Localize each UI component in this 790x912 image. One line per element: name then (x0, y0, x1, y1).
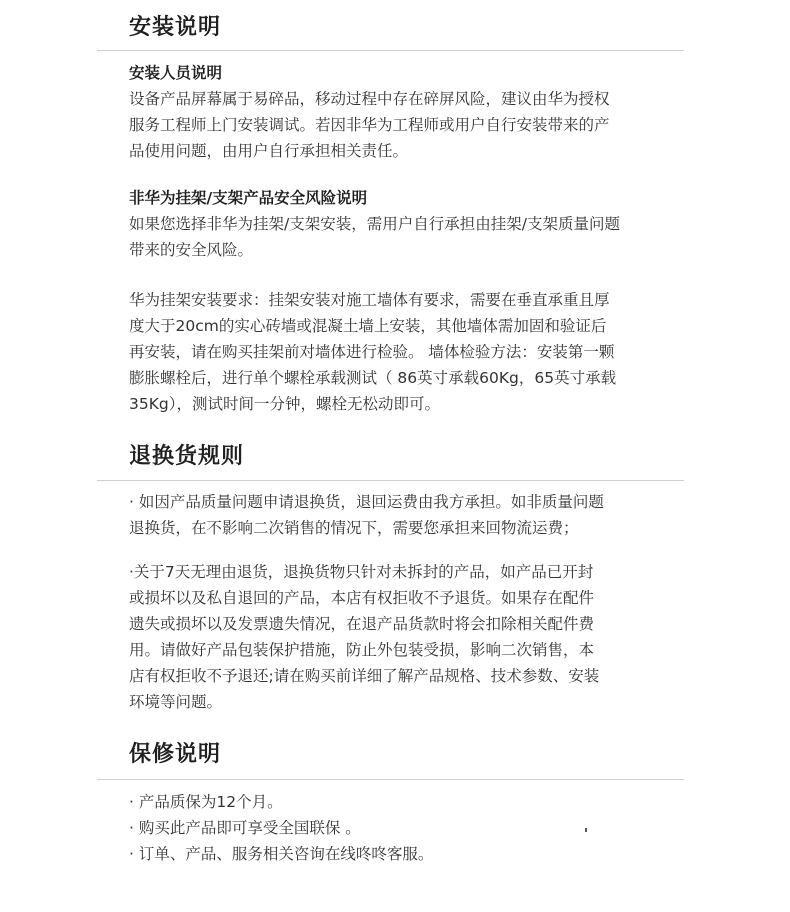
returns-paragraph-seven-day (129, 559, 674, 715)
warranty-item: · 购买此产品即可享受全国联保 。 (129, 819, 361, 837)
mount-requirements-line: 华为挂架安装要求：挂架安装对施工墙体有要求，需要在垂直承重且厚 (129, 291, 610, 309)
returns-line: ·关于7天无理由退货，退换货物只针对未拆封的产品，如产品已开封 (129, 563, 594, 581)
returns-paragraph-quality (129, 489, 674, 541)
non-huawei-mount-risk-line: 带来的安全风险。 (129, 241, 254, 259)
returns-line: 或损坏以及私自退回的产品，本店有权拒收不予退货。如果存在配件 (129, 589, 595, 607)
returns-line: 用。请做好产品包装保护措施，防止外包装受损，影响二次销售，本 (129, 641, 595, 659)
returns-line: 环境等问题。 (129, 693, 223, 711)
non-huawei-mount-risk-line: 如果您选择非华为挂架/支架安装，需用户自行承担由挂架/支架质量问题 (129, 215, 620, 233)
installer-notice-line: 品使用问题，由用户自行承担相关责任。 (129, 142, 409, 160)
mount-requirements-line: 度大于20cm的实心砖墙或混凝土墙上安装，其他墙体需加固和验证后 (129, 317, 607, 335)
returns-section-title: 退换货规则 (129, 444, 245, 469)
returns-line: 遗失或损坏以及发票遗失情况，在退产品货款时将会扣除相关配件费 (129, 615, 595, 633)
non-huawei-mount-risk (129, 185, 674, 263)
install-section-divider (97, 50, 684, 51)
installer-notice (129, 60, 674, 164)
install-section-title: 安装说明 (129, 15, 222, 40)
warranty-item: · 订单、产品、服务相关咨询在线咚咚客服。 (129, 845, 434, 863)
returns-section-divider (97, 480, 684, 481)
mount-requirements-line: 35Kg），测试时间一分钟，螺栓无松动即可。 (129, 395, 440, 413)
mount-requirements (129, 287, 674, 417)
mount-requirements-line: 再安装，请在购买挂架前对墙体进行检验。 墙体检验方法：安装第一颗 (129, 343, 615, 361)
returns-line: 店有权拒收不予退还;请在购买前详细了解产品规格、技术参数、安装 (129, 667, 600, 685)
non-huawei-mount-risk-heading: 非华为挂架/支架产品安全风险说明 (129, 189, 368, 207)
returns-line: · 如因产品质量问题申请退换货，退回运费由我方承担。如非质量问题 (129, 493, 604, 511)
warranty-list (129, 789, 674, 867)
installer-notice-line: 设备产品屏幕属于易碎品，移动过程中存在碎屏风险，建议由华为授权 (129, 90, 610, 108)
warranty-item: · 产品质保为12个月。 (129, 793, 283, 811)
installer-notice-heading: 安装人员说明 (129, 64, 223, 82)
installer-notice-line: 服务工程师上门安装调试。若因非华为工程师或用户自行安装带来的产 (129, 116, 610, 134)
mount-requirements-line: 膨胀螺栓后，进行单个螺栓承载测试（ 86英寸承载60Kg，65英寸承载 (129, 369, 617, 387)
warranty-section-divider (97, 779, 684, 780)
returns-line: 退换货，在不影响二次销售的情况下，需要您承担来回物流运费； (129, 519, 579, 537)
warranty-section-title: 保修说明 (129, 742, 222, 767)
stray-dot-mark (585, 828, 587, 832)
